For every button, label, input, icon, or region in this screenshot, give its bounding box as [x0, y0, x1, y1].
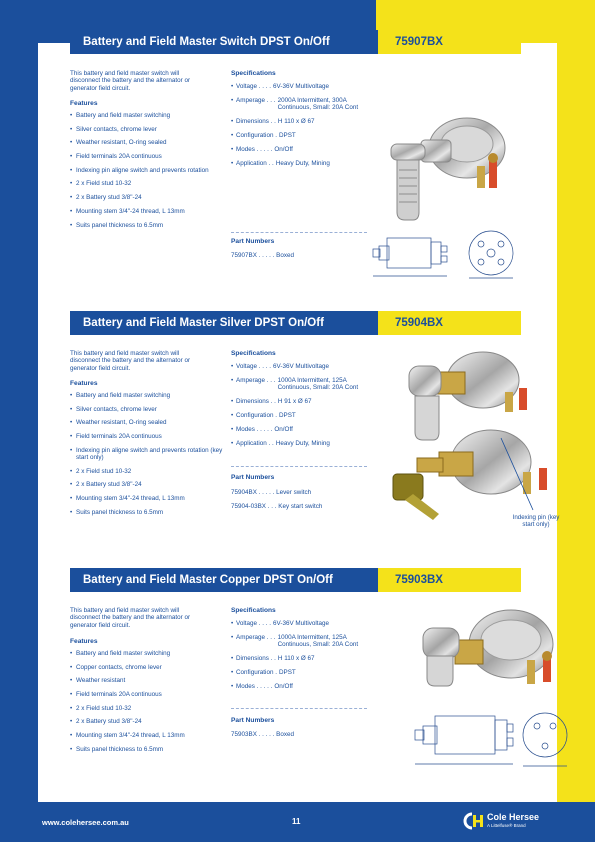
spec-row: • Amperage . . . 1000A Intermittent, 125A Continuous, Small: 20A Cont [231, 634, 371, 649]
spec-row: • Modes . . . . . On/Off [231, 683, 371, 690]
feature-item: • Mounting stem 3/4"-24 thread, L 13mm [70, 495, 225, 502]
feature-item: • Silver contacts, chrome lever [70, 126, 225, 133]
spec-value: 1000A Intermittent, 125A Continuous, Small: 20A Cont [277, 633, 359, 649]
spec-value: DPST [278, 131, 296, 139]
feature-item: • Weather resistant, O-ring sealed [70, 419, 225, 426]
technical-drawing-75903bx [411, 702, 571, 772]
feature-item: • Silver contacts, chrome lever [70, 406, 225, 413]
section-title: Battery and Field Master Switch DPST On/Off [70, 30, 378, 54]
feature-item: • Suits panel thickness to 6.5mm [70, 222, 225, 229]
section-code: 75903BX [378, 568, 521, 592]
technical-drawing-75907bx [371, 228, 521, 283]
spec-value: 6V-36V Multivoltage [273, 363, 330, 370]
spec-label: Modes . . . . . [236, 682, 273, 690]
spec-label: Modes . . . . . [236, 145, 273, 153]
spec-row: • Dimensions . . H 110 x Ø 67 [231, 118, 371, 125]
specifications-heading: Specifications [231, 70, 276, 77]
features-heading: Features [70, 380, 98, 387]
spec-row: • Configuration . DPST [231, 132, 371, 139]
spec-value: 6V-36V Multivoltage [273, 83, 330, 90]
spec-row: • Modes . . . . . On/Off [231, 146, 371, 153]
spec-label: Dimensions . . [236, 118, 276, 126]
cole-hersee-logo-icon [462, 811, 484, 831]
brand-logo [462, 810, 557, 832]
spec-value: Heavy Duty, Mining [275, 439, 330, 447]
divider [231, 232, 367, 233]
features-list [70, 112, 225, 235]
product-photo-75907bx [369, 100, 519, 228]
feature-item: • Weather resistant, O-ring sealed [70, 139, 225, 146]
spec-label: Voltage . . . . [236, 83, 272, 90]
indexing-pin-callout: Indexing pin (key start only) [512, 514, 560, 528]
spec-label: Configuration . [236, 131, 277, 139]
divider [231, 466, 367, 467]
section-title-bar [70, 311, 521, 335]
section-title: Battery and Field Master Copper DPST On/Off [70, 568, 378, 592]
feature-item: • 2 x Field stud 10-32 [70, 180, 225, 187]
specifications-heading: Specifications [231, 607, 276, 614]
spec-label: Application . . [236, 439, 274, 447]
feature-item: • Copper contacts, chrome lever [70, 664, 225, 671]
product-photo-75903bx [411, 600, 571, 700]
specifications-list [231, 363, 371, 454]
feature-item: • 2 x Field stud 10-32 [70, 468, 225, 475]
brand-name: Cole Hersee [487, 812, 540, 822]
part-numbers-heading: Part Numbers [231, 238, 275, 245]
spec-row: • Modes . . . . . On/Off [231, 426, 371, 433]
spec-row: • Application . . Heavy Duty, Mining [231, 160, 371, 167]
product-photo-75904bx [373, 342, 563, 537]
product-description: This battery and field master switch will disconnect the battery and the alternator or generator field circuit. [70, 607, 191, 629]
spec-label: Dimensions . . [236, 655, 276, 663]
feature-item: • Mounting stem 3/4"-24 thread, L 13mm [70, 208, 225, 215]
section-title: Battery and Field Master Silver DPST On/Off [70, 311, 378, 335]
spec-value: 6V-36V Multivoltage [273, 620, 330, 627]
feature-item: • Field terminals 20A continuous [70, 691, 225, 698]
spec-label: Voltage . . . . [236, 363, 272, 370]
spec-row: • Application . . Heavy Duty, Mining [231, 440, 371, 447]
section-title-bar [70, 30, 521, 54]
spec-value: Heavy Duty, Mining [275, 159, 330, 167]
spec-value: 2000A Intermittent, 300A Continuous, Small: 20A Cont [277, 96, 359, 112]
product-description: This battery and field master switch will disconnect the battery and the alternator or generator field circuit. [70, 350, 191, 372]
feature-item: • Field terminals 20A continuous [70, 153, 225, 160]
feature-item: • 2 x Battery stud 3/8"-24 [70, 481, 225, 488]
section-title-bar [70, 568, 521, 592]
feature-item: • Field terminals 20A continuous [70, 433, 225, 440]
part-numbers-heading: Part Numbers [231, 717, 275, 724]
spec-row: • Dimensions . . H 91 x Ø 67 [231, 398, 371, 405]
spec-row: • Voltage . . . . 6V-36V Multivoltage [231, 363, 371, 370]
spec-label: Amperage . . . [236, 376, 276, 384]
product-description: This battery and field master switch will disconnect the battery and the alternator or generator field circuit. [70, 70, 191, 92]
feature-item: • 2 x Battery stud 3/8"-24 [70, 194, 225, 201]
spec-row: • Dimensions . . H 110 x Ø 67 [231, 655, 371, 662]
divider [231, 708, 367, 709]
spec-value: DPST [278, 668, 296, 676]
spec-label: Application . . [236, 159, 274, 167]
features-list [70, 650, 225, 760]
feature-item: • Battery and field master switching [70, 112, 225, 119]
spec-label: Modes . . . . . [236, 425, 273, 433]
spec-row: • Voltage . . . . 6V-36V Multivoltage [231, 620, 371, 627]
spec-label: Dimensions . . [236, 398, 276, 406]
spec-label: Amperage . . . [236, 633, 276, 641]
features-heading: Features [70, 100, 98, 107]
spec-label: Configuration . [236, 668, 277, 676]
section-code: 75907BX [378, 30, 521, 54]
feature-item: • Battery and field master switching [70, 392, 225, 399]
feature-item: • Battery and field master switching [70, 650, 225, 657]
part-numbers-list [231, 731, 371, 745]
section-code: 75904BX [378, 311, 521, 335]
feature-item: • Weather resistant [70, 677, 225, 684]
part-number-item: 75903BX . . . . . Boxed [231, 731, 295, 738]
page-number: 11 [292, 817, 301, 826]
part-numbers-list [231, 489, 371, 517]
feature-item: • Mounting stem 3/4"-24 thread, L 13mm [70, 732, 225, 739]
spec-label: Amperage . . . [236, 96, 276, 104]
feature-item: • Indexing pin aligne switch and prevents rotation (key start only) [70, 447, 225, 462]
part-numbers-list [231, 252, 371, 266]
website-link[interactable]: www.colehersee.com.au [42, 818, 129, 827]
feature-item: • Suits panel thickness to 6.5mm [70, 509, 225, 516]
spec-value: 1000A Intermittent, 125A Continuous, Small: 20A Cont [277, 376, 359, 392]
spec-label: Voltage . . . . [236, 620, 272, 627]
spec-row: • Configuration . DPST [231, 669, 371, 676]
spec-row: • Configuration . DPST [231, 412, 371, 419]
spec-value: H 91 x Ø 67 [277, 398, 312, 406]
spec-row: • Voltage . . . . 6V-36V Multivoltage [231, 83, 371, 90]
spec-value: On/Off [274, 145, 293, 153]
part-number-item: 75904-03BX . . . Key start switch [231, 502, 323, 510]
specifications-list [231, 620, 371, 697]
spec-value: H 110 x Ø 67 [277, 118, 315, 126]
part-number-item: 75904BX . . . . . Lever switch [231, 489, 312, 496]
specifications-list [231, 83, 371, 174]
spec-row: • Amperage . . . 2000A Intermittent, 300A Continuous, Small: 20A Cont [231, 97, 371, 112]
feature-item: • 2 x Battery stud 3/8"-24 [70, 718, 225, 725]
part-number-item: 75907BX . . . . . Boxed [231, 252, 295, 259]
specifications-heading: Specifications [231, 350, 276, 357]
features-heading: Features [70, 638, 98, 645]
spec-label: Configuration . [236, 411, 277, 419]
part-numbers-heading: Part Numbers [231, 474, 275, 481]
feature-item: • Indexing pin aligne switch and prevents rotation [70, 167, 225, 174]
spec-value: On/Off [274, 682, 293, 690]
spec-value: On/Off [274, 425, 293, 433]
feature-item: • 2 x Field stud 10-32 [70, 705, 225, 712]
feature-item: • Suits panel thickness to 6.5mm [70, 746, 225, 753]
brand-subtitle: A Littelfuse® Brand [487, 823, 526, 828]
spec-value: H 110 x Ø 67 [277, 655, 315, 663]
features-list [70, 392, 225, 522]
spec-value: DPST [278, 411, 296, 419]
spec-row: • Amperage . . . 1000A Intermittent, 125A Continuous, Small: 20A Cont [231, 377, 371, 392]
